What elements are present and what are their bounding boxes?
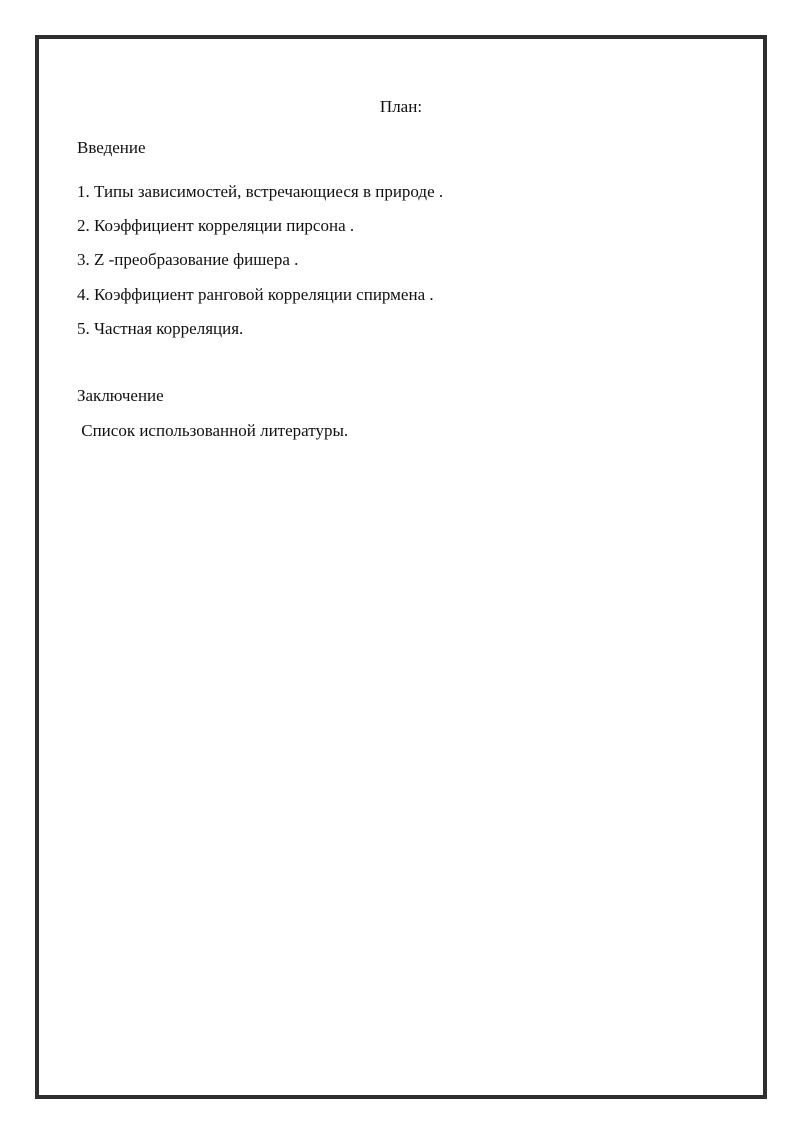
plan-item-3: 3. Z -преобразование фишера . — [77, 250, 299, 269]
intro-heading: Введение — [77, 138, 146, 157]
plan-item-5: 5. Частная корреляция. — [77, 319, 244, 338]
plan-item-1: 1. Типы зависимостей, встречающиеся в природе . — [77, 182, 444, 201]
plan-item-2: 2. Коэффициент корреляции пирсона . — [77, 216, 355, 235]
plan-title: План: — [379, 97, 423, 116]
conclusion-heading: Заключение — [77, 386, 164, 405]
document-page — [35, 35, 767, 1099]
plan-item-4: 4. Коэффициент ранговой корреляции спирмена . — [77, 285, 434, 304]
references-heading: Список использованной литературы. — [77, 421, 349, 440]
